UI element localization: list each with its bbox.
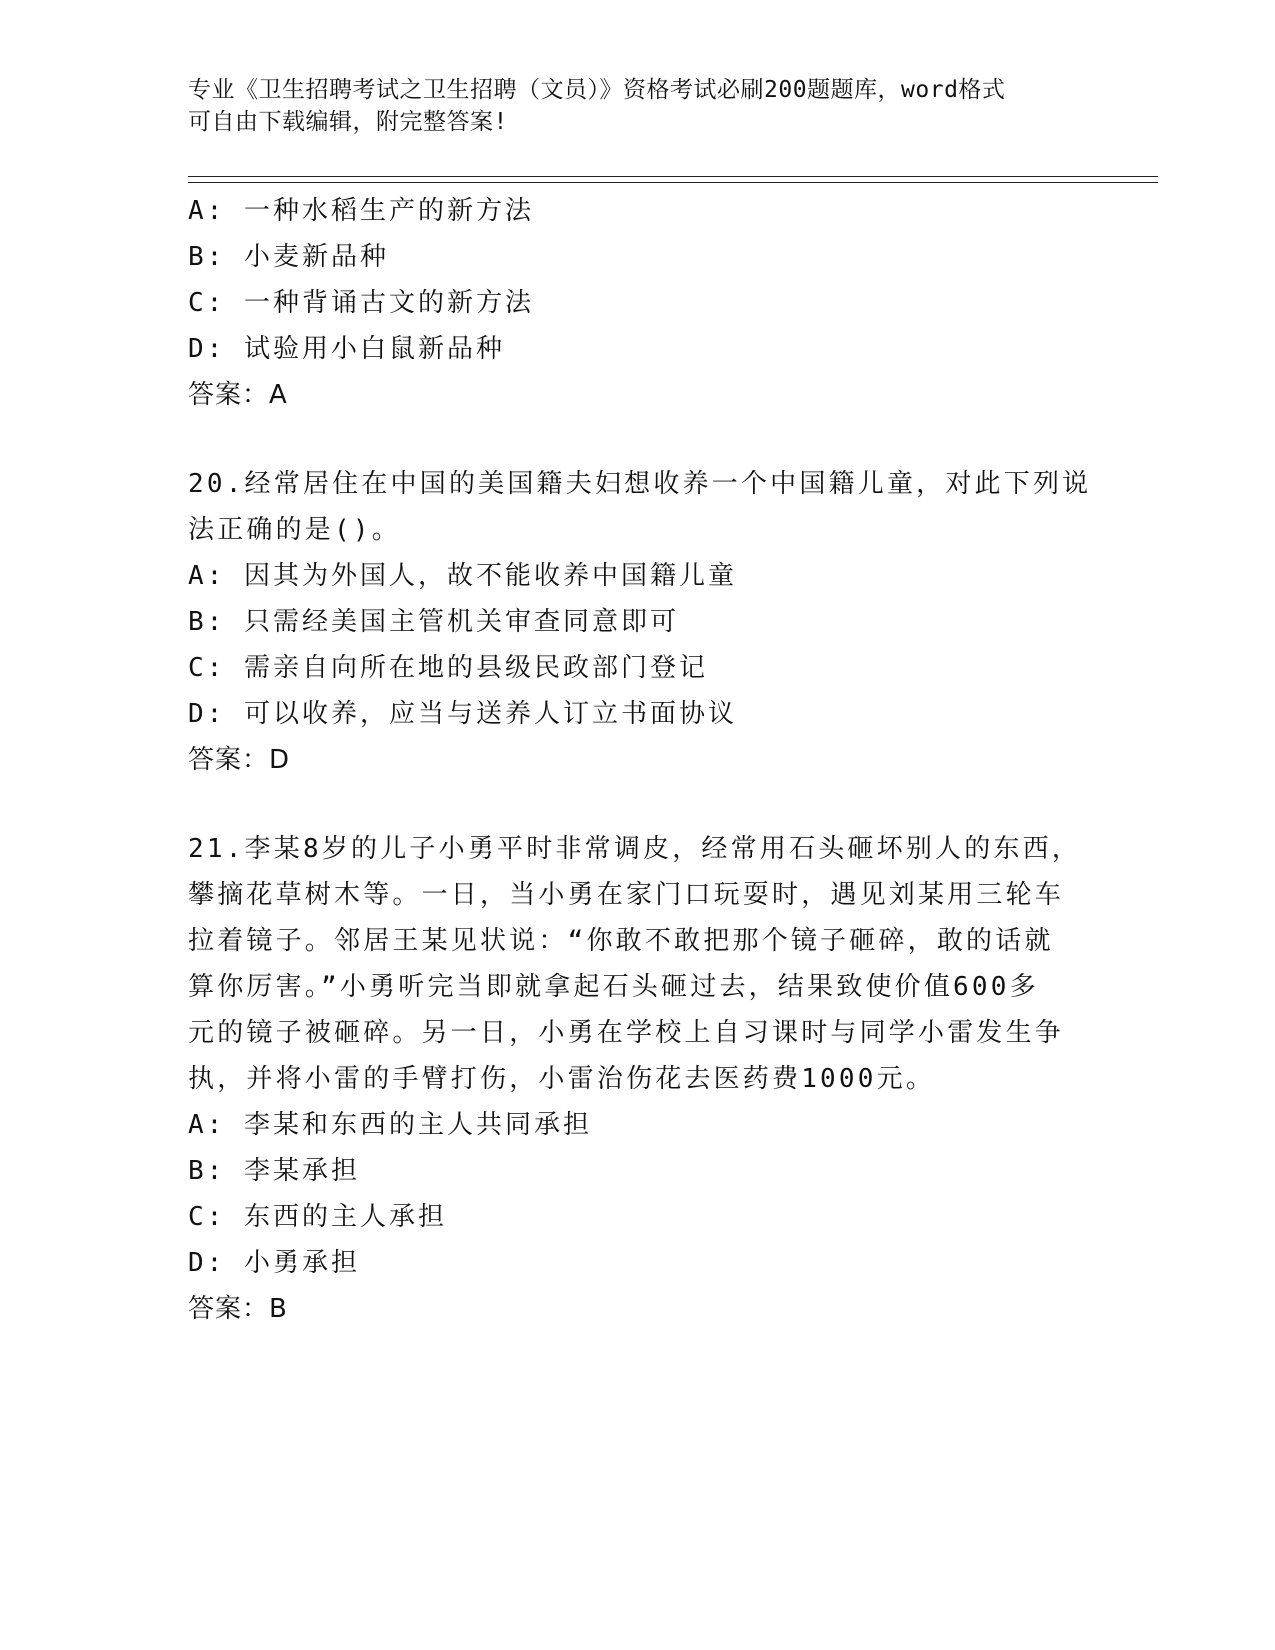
question-text-line: 法正确的是()。 xyxy=(188,515,401,545)
question-text-line: 算你厉害。”小勇听完当即就拿起石头砸过去，结果致使价值600多 xyxy=(188,972,1039,1002)
question-block xyxy=(188,188,1088,418)
header-line-1: 专业《卫生招聘考试之卫生招聘（文员）》资格考试必刷200题题库，word格式 xyxy=(188,77,1006,103)
question-text-line: 攀摘花草树木等。一日，当小勇在家门口玩耍时，遇见刘某用三轮车 xyxy=(188,880,1065,910)
option-a: A: 一种水稻生产的新方法 xyxy=(188,196,534,226)
option-b: B: 只需经美国主管机关审查同意即可 xyxy=(188,607,679,637)
option-d: D: 小勇承担 xyxy=(188,1248,360,1278)
question-text-line: 执，并将小雷的手臂打伤，小雷治伤花去医药费1000元。 xyxy=(188,1064,936,1094)
question-block xyxy=(188,461,1092,783)
question-block xyxy=(188,826,1088,1332)
option-b: B: 李某承担 xyxy=(188,1156,360,1186)
option-d: D: 试验用小白鼠新品种 xyxy=(188,334,505,364)
option-c: C: 需亲自向所在地的县级民政部门登记 xyxy=(188,653,708,683)
answer-line: 答案：B xyxy=(188,1294,288,1324)
option-c: C: 东西的主人承担 xyxy=(188,1202,447,1232)
question-text-line: 21.李某8岁的儿子小勇平时非常调皮，经常用石头砸坏别人的东西， xyxy=(188,834,1082,864)
question-list xyxy=(188,188,1092,1332)
answer-line: 答案：D xyxy=(188,745,291,775)
question-text-line: 拉着镜子。邻居王某见状说：“你敢不敢把那个镜子砸碎，敢的话就 xyxy=(188,926,1054,956)
question-text-line: 元的镜子被砸碎。另一日，小勇在学校上自习课时与同学小雷发生争 xyxy=(188,1018,1065,1048)
question-text-line: 20.经常居住在中国的美国籍夫妇想收养一个中国籍儿童，对此下列说 xyxy=(188,469,1092,499)
option-c: C: 一种背诵古文的新方法 xyxy=(188,288,534,318)
header-divider-bottom xyxy=(188,182,1158,183)
question-spacer xyxy=(188,418,1088,461)
header-line-2: 可自由下载编辑，附完整答案! xyxy=(188,109,508,135)
document-header xyxy=(188,74,1088,138)
option-a: A: 因其为外国人，故不能收养中国籍儿童 xyxy=(188,561,737,591)
option-b: B: 小麦新品种 xyxy=(188,242,389,272)
option-d: D: 可以收养，应当与送养人订立书面协议 xyxy=(188,699,737,729)
answer-line: 答案：A xyxy=(188,380,288,410)
question-text xyxy=(188,461,1092,553)
question-spacer xyxy=(188,783,1088,826)
option-a: A: 李某和东西的主人共同承担 xyxy=(188,1110,592,1140)
question-text xyxy=(188,826,1088,1102)
header-divider-top xyxy=(188,176,1158,177)
